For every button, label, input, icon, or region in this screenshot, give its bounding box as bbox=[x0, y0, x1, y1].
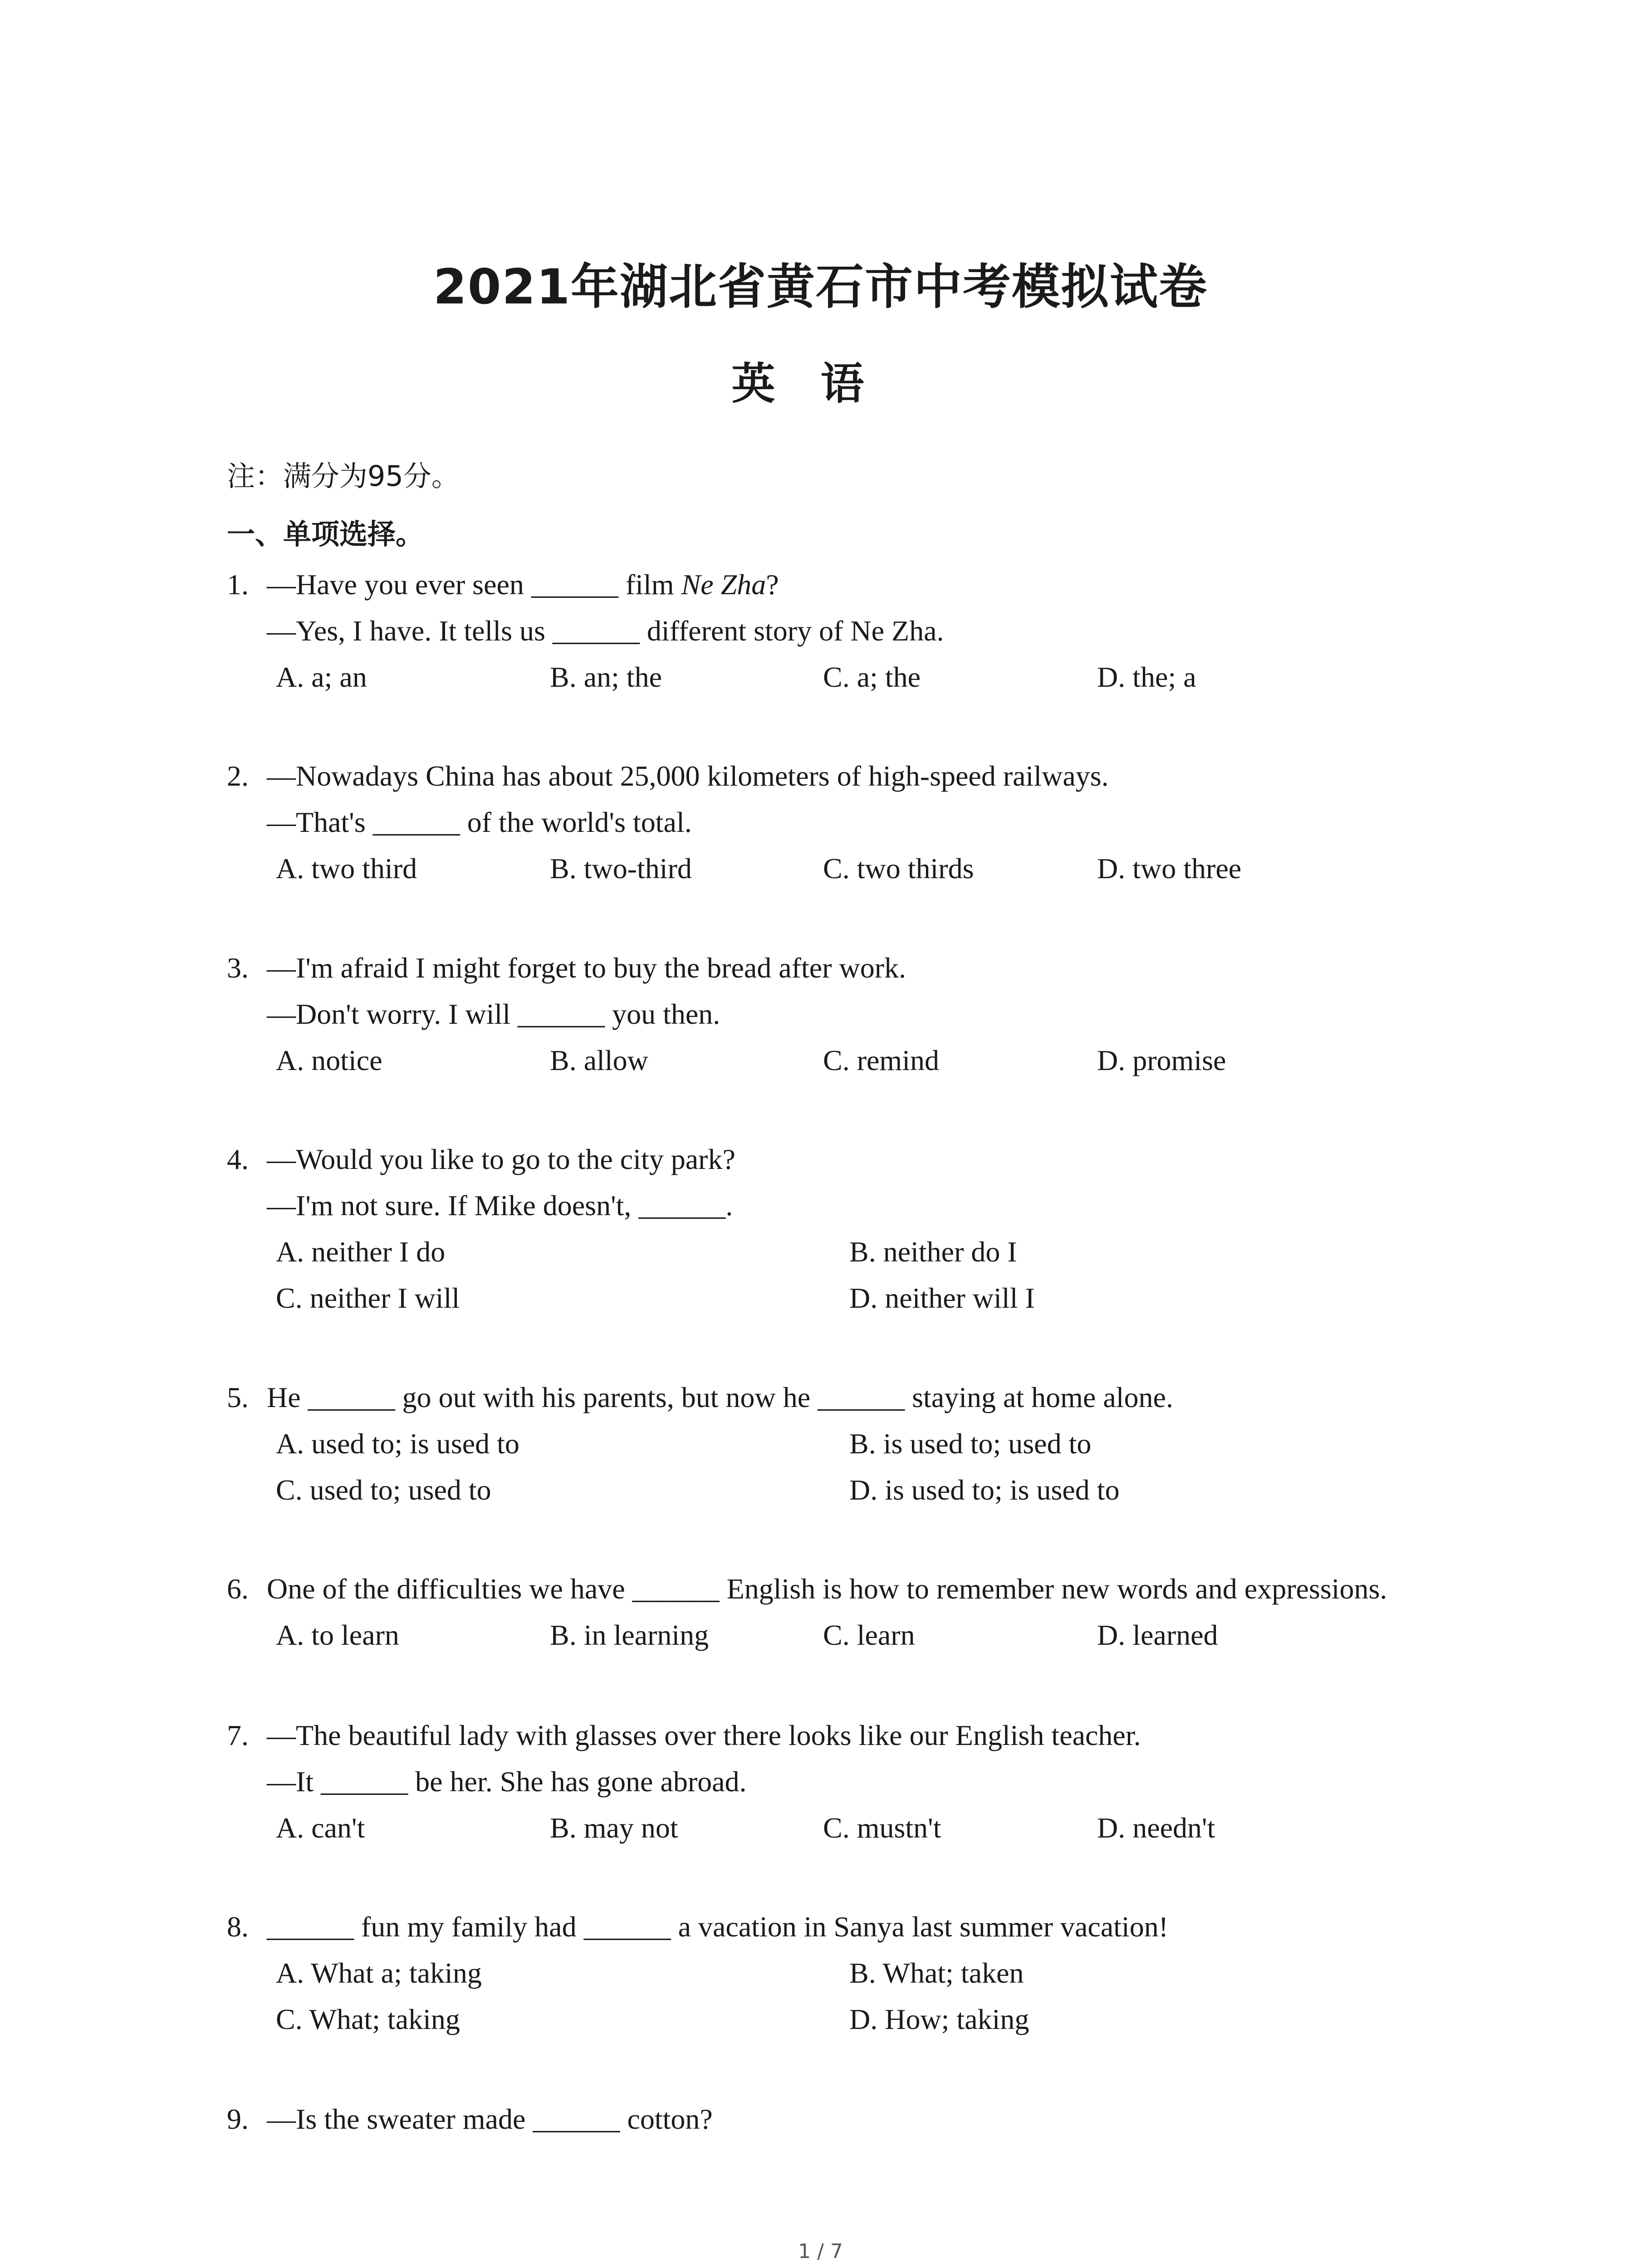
option-c[interactable]: C. two thirds bbox=[823, 852, 974, 885]
question-line: —Yes, I have. It tells us ______ different story of Ne Zha. bbox=[267, 615, 944, 647]
option-a[interactable]: A. can't bbox=[276, 1812, 365, 1844]
option-d[interactable]: D. two three bbox=[1097, 852, 1242, 885]
option-d[interactable]: D. neither will I bbox=[849, 1282, 1035, 1314]
option-c[interactable]: C. neither I will bbox=[276, 1282, 460, 1314]
question-line: —I'm not sure. If Mike doesn't, ______. bbox=[267, 1189, 733, 1222]
option-a[interactable]: A. a; an bbox=[276, 661, 367, 693]
question-number: 1. bbox=[227, 568, 249, 601]
question-number: 2. bbox=[227, 760, 249, 792]
question-7 bbox=[227, 1712, 1479, 1851]
option-a[interactable]: A. neither I do bbox=[276, 1236, 446, 1268]
question-line: —That's ______ of the world's total. bbox=[267, 806, 692, 838]
question-line: —It ______ be her. She has gone abroad. bbox=[267, 1765, 747, 1798]
option-b[interactable]: B. two-third bbox=[550, 852, 692, 885]
option-b[interactable]: B. is used to; used to bbox=[849, 1427, 1092, 1460]
question-2 bbox=[227, 753, 1479, 892]
question-number: 4. bbox=[227, 1143, 249, 1175]
score-note: 注：满分为95分。 bbox=[227, 459, 460, 493]
question-number: 9. bbox=[227, 2103, 249, 2135]
option-d[interactable]: D. learned bbox=[1097, 1619, 1218, 1651]
question-1 bbox=[227, 562, 1479, 700]
question-number: 6. bbox=[227, 1573, 249, 1605]
question-number: 5. bbox=[227, 1381, 249, 1413]
question-4 bbox=[227, 1136, 1479, 1321]
question-line: —The beautiful lady with glasses over there looks like our English teacher. bbox=[267, 1719, 1141, 1751]
option-d[interactable]: D. is used to; is used to bbox=[849, 1474, 1120, 1506]
option-c[interactable]: C. used to; used to bbox=[276, 1474, 491, 1506]
film-title: Ne Zha bbox=[681, 568, 766, 601]
question-8 bbox=[227, 1904, 1479, 2043]
question-6 bbox=[227, 1566, 1479, 1658]
option-b[interactable]: B. allow bbox=[550, 1044, 648, 1076]
question-line: —Is the sweater made ______ cotton? bbox=[267, 2103, 713, 2135]
question-line: —Nowadays China has about 25,000 kilometers of high-speed railways. bbox=[267, 760, 1109, 792]
question-line: —Would you like to go to the city park? bbox=[267, 1143, 735, 1175]
question-line: —Have you ever seen ______ film Ne Zha? bbox=[267, 568, 779, 601]
question-line: He ______ go out with his parents, but now he ______ staying at home alone. bbox=[267, 1381, 1173, 1413]
question-line: ______ fun my family had ______ a vacation in Sanya last summer vacation! bbox=[267, 1911, 1169, 1943]
option-d[interactable]: D. promise bbox=[1097, 1044, 1226, 1076]
option-c[interactable]: C. a; the bbox=[823, 661, 921, 693]
question-line: One of the difficulties we have ______ English is how to remember new words and expressions. bbox=[267, 1573, 1387, 1605]
option-c[interactable]: C. What; taking bbox=[276, 2003, 460, 2035]
question-line: —Don't worry. I will ______ you then. bbox=[267, 998, 720, 1030]
option-b[interactable]: B. an; the bbox=[550, 661, 662, 693]
option-b[interactable]: B. What; taken bbox=[849, 1957, 1024, 1989]
section-heading: 一、单项选择。 bbox=[227, 518, 424, 551]
page-number: 1 / 7 bbox=[798, 2240, 843, 2263]
option-a[interactable]: A. notice bbox=[276, 1044, 382, 1076]
option-c[interactable]: C. remind bbox=[823, 1044, 939, 1076]
option-a[interactable]: A. used to; is used to bbox=[276, 1427, 519, 1460]
question-5 bbox=[227, 1374, 1479, 1513]
page-title: 2021年湖北省黄石市中考模拟试卷 bbox=[433, 259, 1208, 315]
option-a[interactable]: A. two third bbox=[276, 852, 417, 885]
question-number: 3. bbox=[227, 952, 249, 984]
question-3 bbox=[227, 945, 1479, 1084]
subject-title: 英语 bbox=[731, 358, 910, 409]
question-line: —I'm afraid I might forget to buy the bread after work. bbox=[267, 952, 906, 984]
option-c[interactable]: C. mustn't bbox=[823, 1812, 941, 1844]
question-9 bbox=[227, 2096, 1479, 2142]
option-a[interactable]: A. What a; taking bbox=[276, 1957, 482, 1989]
option-a[interactable]: A. to learn bbox=[276, 1619, 399, 1651]
option-d[interactable]: D. the; a bbox=[1097, 661, 1196, 693]
option-c[interactable]: C. learn bbox=[823, 1619, 915, 1651]
option-d[interactable]: D. How; taking bbox=[849, 2003, 1029, 2035]
option-b[interactable]: B. neither do I bbox=[849, 1236, 1017, 1268]
question-number: 7. bbox=[227, 1719, 249, 1751]
option-b[interactable]: B. in learning bbox=[550, 1619, 709, 1651]
question-number: 8. bbox=[227, 1911, 249, 1943]
option-d[interactable]: D. needn't bbox=[1097, 1812, 1215, 1844]
option-b[interactable]: B. may not bbox=[550, 1812, 678, 1844]
